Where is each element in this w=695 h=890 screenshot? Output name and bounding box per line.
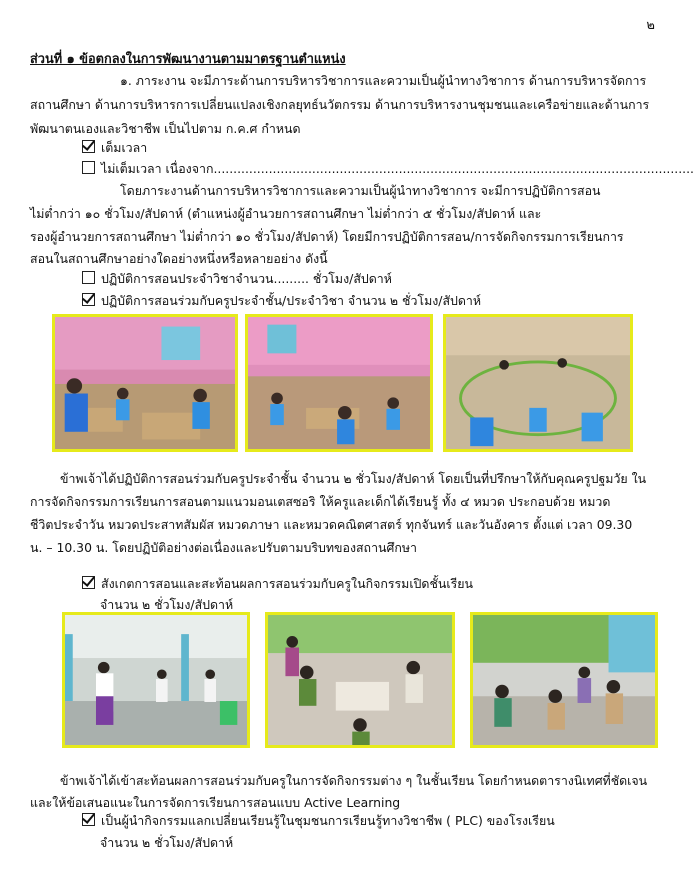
photo-outdoor-activity: [62, 612, 250, 748]
option-part-time-label: ไม่เต็มเวลา เนื่องจาก..........................................................................................................................: [101, 161, 694, 176]
option-own-class[interactable]: [82, 270, 392, 289]
checkbox-empty-icon[interactable]: [82, 271, 95, 284]
plc-hours: จำนวน ๒ ชั่วโมง/สัปดาห์: [100, 835, 234, 850]
checkbox-empty-icon[interactable]: [82, 161, 95, 174]
paragraph-4-line-2: และให้ข้อเสนอแนะในการจัดการเรียนการสอนแบบ Active Learning: [30, 795, 401, 810]
option-full-time[interactable]: [82, 139, 147, 158]
checkbox-checked-icon[interactable]: [82, 140, 95, 153]
photo-scouts-activity: [470, 612, 658, 748]
option-co-teach[interactable]: [82, 292, 481, 311]
paragraph-2-line-2: ไม่ต่ำกว่า ๑๐ ชั่วโมง/สัปดาห์ (ตำแหน่งผู้อำนวยการสถานศึกษา ไม่ต่ำกว่า ๕ ชั่วโมง/สัปดาห์ และ: [30, 206, 542, 221]
option-full-time-label: เต็มเวลา: [101, 140, 148, 155]
page-number: ๒: [646, 18, 655, 33]
paragraph-3-line-2: การจัดกิจกรรมการเรียนการสอนตามแนวมอนเตสซอริ ให้ครูและเด็กได้เรียนรู้ ทั้ง ๔ หมวด ประกอบด้วย หมวด: [30, 494, 611, 509]
option-plc[interactable]: [82, 812, 555, 831]
section-title: ส่วนที่ ๑ ข้อตกลงในการพัฒนางานตามมาตรฐานตำแหน่ง: [30, 52, 346, 67]
option-observe[interactable]: [82, 575, 473, 594]
photo-classroom-montessori-2: [245, 314, 433, 452]
checkbox-checked-icon[interactable]: [82, 813, 95, 826]
option-observe-label: สังเกตการสอนและสะท้อนผลการสอนร่วมกับครูในกิจกรรมเปิดชั้นเรียน: [101, 576, 473, 591]
paragraph-3-line-3: ชีวิตประจำวัน หมวดประสาทสัมผัส หมวดภาษา และหมวดคณิตศาสตร์ ทุกจันทร์ และวันอังคาร ตั้งแต่ เวลา 09.30: [30, 517, 633, 532]
option-co-teach-label: ปฏิบัติการสอนร่วมกับครูประจำชั้น/ประจำวิชา จำนวน ๒ ชั่วโมง/สัปดาห์: [101, 293, 482, 308]
paragraph-1-line-1: ๑. ภาระงาน จะมีภาระด้านการบริหารวิชาการและความเป็นผู้นำทางวิชาการ ด้านการบริหารจัดการ: [120, 73, 647, 88]
paragraph-3-line-4: น. – 10.30 น. โดยปฏิบัติอย่างต่อเนื่องและปรับตามบริบทของสถานศึกษา: [30, 540, 417, 555]
paragraph-4-line-1: ข้าพเจ้าได้เข้าสะท้อนผลการสอนร่วมกับครูในการจัดกิจกรรมต่าง ๆ ในชั้นเรียน โดยกำหนดตารางนิเทศที่ชัดเจน: [60, 773, 648, 788]
paragraph-2-line-4: สอนในสถานศึกษาอย่างใดอย่างหนึ่งหรือหลายอย่าง ดังนี้: [30, 251, 328, 266]
option-plc-label: เป็นผู้นำกิจกรรมแลกเปลี่ยนเรียนรู้ในชุมชนการเรียนรู้ทางวิชาชีพ ( PLC) ของโรงเรียน: [101, 813, 555, 828]
observe-hours: จำนวน ๒ ชั่วโมง/สัปดาห์: [100, 597, 234, 612]
paragraph-3-line-1: ข้าพเจ้าได้ปฏิบัติการสอนร่วมกับครูประจำชั้น จำนวน ๒ ชั่วโมง/สัปดาห์ โดยเป็นที่ปรึกษาให้กับคุณครูปฐมวัย ใน: [60, 471, 647, 486]
checkbox-checked-icon[interactable]: [82, 576, 95, 589]
photo-classroom-montessori-1: [52, 314, 238, 452]
option-part-time[interactable]: [82, 160, 694, 179]
paragraph-2-line-1: โดยภาระงานด้านการบริหารวิชาการและความเป็นผู้นำทางวิชาการ จะมีการปฏิบัติการสอน: [120, 183, 601, 198]
checkbox-checked-icon[interactable]: [82, 293, 95, 306]
paragraph-1-line-3: พัฒนาตนเองและวิชาชีพ เป็นไปตาม ก.ค.ศ กำหนด: [30, 121, 301, 136]
paragraph-2-line-3: รองผู้อำนวยการสถานศึกษา ไม่ต่ำกว่า ๑๐ ชั่วโมง/สัปดาห์) โดยมีการปฏิบัติการสอน/การจัดกิจกรรมการเรียนการ: [30, 229, 624, 244]
option-own-class-label: ปฏิบัติการสอนประจำวิชาจำนวน......... ชั่วโมง/สัปดาห์: [101, 271, 392, 286]
paragraph-1-line-2: สถานศึกษา ด้านการบริหารการเปลี่ยนแปลงเชิงกลยุทธ์นวัตกรรม ด้านการบริหารงานชุมชนและเครือข่ายและด้านการ: [30, 97, 650, 112]
photo-classroom-circle: [443, 314, 633, 452]
photo-group-activity: [265, 612, 455, 748]
